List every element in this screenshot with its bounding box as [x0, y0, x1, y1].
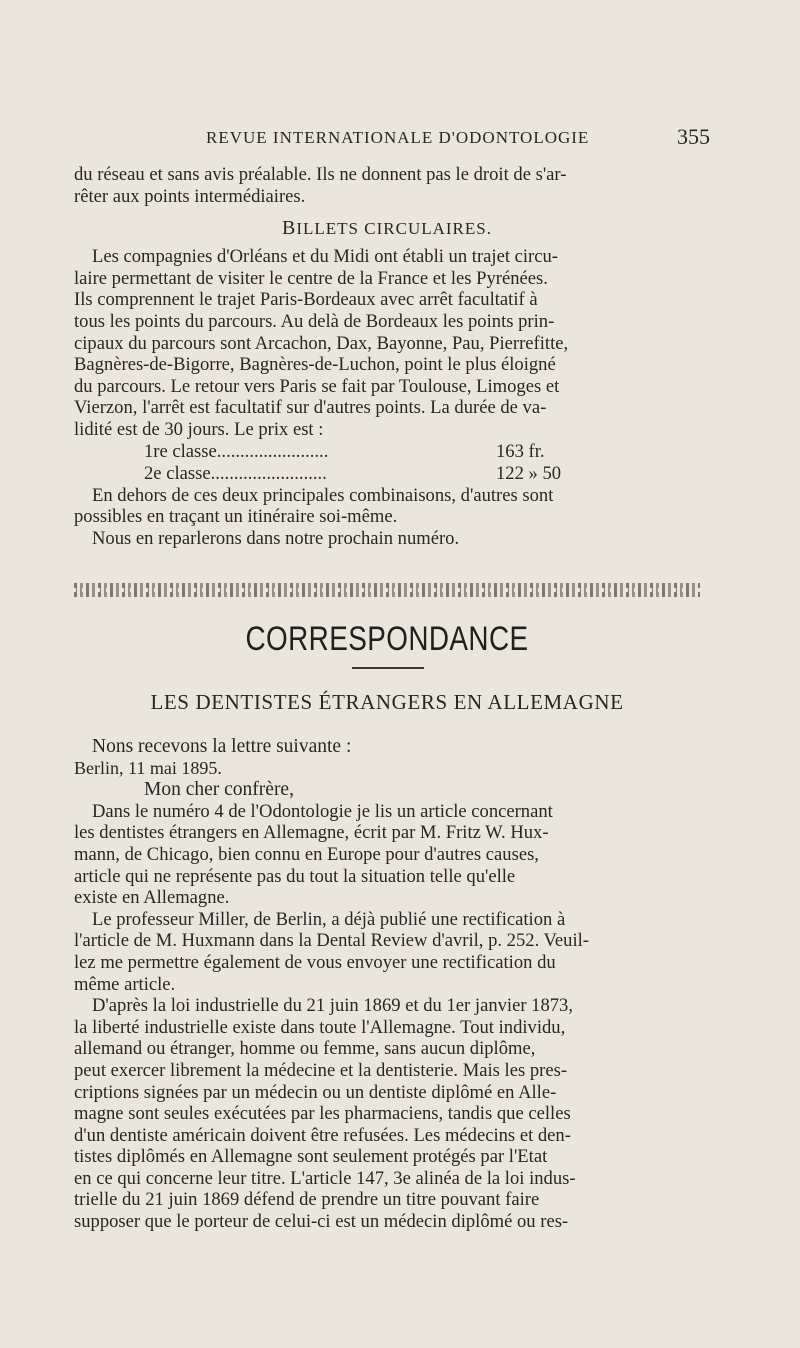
text-line: tous les points du parcours. Au delà de Bordeaux les points prin- [74, 310, 555, 332]
text-line: les dentistes étrangers en Allemagne, écrit par M. Fritz W. Hux- [74, 822, 549, 844]
text-line: Bagnères-de-Bigorre, Bagnères-de-Luchon, point le plus éloigné [74, 354, 556, 376]
section-billets [74, 164, 700, 549]
text-line: trielle du 21 juin 1869 défend de prendre un titre pouvant faire [74, 1189, 540, 1211]
text-line: en ce qui concerne leur titre. L'article 147, 3e alinéa de la loi indus- [74, 1167, 576, 1189]
text-line: existe en Allemagne. [74, 887, 230, 909]
price-label: 1re classe........................ [144, 440, 329, 462]
price-amount: 163 fr. [496, 440, 545, 462]
title-rule [352, 667, 424, 669]
price-row [74, 463, 700, 485]
running-title: REVUE INTERNATIONALE D'ODONTOLOGIE [206, 128, 590, 147]
price-label: 2e classe......................... [144, 462, 327, 484]
text-line: cipaux du parcours sont Arcachon, Dax, Bayonne, Pau, Pierrefitte, [74, 332, 569, 354]
ornamental-divider [74, 583, 700, 597]
text-line: du parcours. Le retour vers Paris se fait par Toulouse, Limoges et [74, 375, 560, 397]
running-header [200, 124, 710, 152]
text-line: magne sont seules exécutées par les pharmaciens, tandis que celles [74, 1103, 571, 1125]
page-number: 355 [677, 124, 710, 149]
section-heading: BILLETS CIRCULAIRES. [282, 217, 492, 240]
letter-body [74, 736, 700, 1233]
dateline: Berlin, 11 mai 1895. [74, 757, 222, 778]
text-line: Dans le numéro 4 de l'Odontologie je lis un article concernant [92, 800, 553, 822]
text-line: Le professeur Miller, de Berlin, a déjà publié une rectification à [92, 908, 566, 930]
text-line: rêter aux points intermédiaires. [74, 185, 306, 207]
text-line: D'après la loi industrielle du 21 juin 1869 et du 1er janvier 1873, [92, 995, 574, 1017]
text-line: Nous en reparlerons dans notre prochain numéro. [92, 527, 460, 549]
text-line: possibles en traçant un itinéraire soi-même. [74, 506, 398, 528]
text-line: laire permettant de visiter le centre de la France et les Pyrénées. [74, 267, 548, 289]
text-line: peut exercer librement la médecine et la dentisterie. Mais les pres- [74, 1059, 568, 1081]
text-line: la liberté industrielle existe dans toute l'Allemagne. Tout individu, [74, 1016, 566, 1038]
article-subtitle: LES DENTISTES ÉTRANGERS EN ALLEMAGNE [150, 690, 624, 714]
text-line: allemand ou étranger, homme ou femme, sans aucun diplôme, [74, 1038, 536, 1060]
letter-intro: Nons recevons la lettre suivante : [92, 736, 352, 757]
text-line: du réseau et sans avis préalable. Ils ne donnent pas le droit de s'ar- [74, 164, 567, 185]
text-line: l'article de M. Huxmann dans la Dental Review d'avril, p. 252. Veuil- [74, 930, 589, 952]
text-line: Vierzon, l'arrêt est facultatif sur d'autres points. La durée de va- [74, 397, 547, 419]
text-line: mann, de Chicago, bien connu en Europe pour d'autres causes, [74, 843, 539, 865]
text-line: Les compagnies d'Orléans et du Midi ont établi un trajet circu- [92, 246, 558, 268]
text-line: lez me permettre également de vous envoyer une rectification du [74, 951, 556, 973]
text-line: criptions signées par un médecin ou un dentiste diplômé en Alle- [74, 1081, 557, 1103]
text-line: Ils comprennent le trajet Paris-Bordeaux avec arrêt facultatif à [74, 289, 538, 311]
text-line: lidité est de 30 jours. Le prix est : [74, 418, 324, 440]
text-line: supposer que le porteur de celui-ci est un médecin diplômé ou res- [74, 1211, 569, 1233]
text-line: tistes diplômés en Allemagne sont seulement protégés par l'Etat [74, 1146, 548, 1168]
price-row [74, 441, 700, 463]
text-line: En dehors de ces deux principales combinaisons, d'autres sont [92, 484, 554, 506]
text-line: même article. [74, 973, 176, 995]
text-line: d'un dentiste américain doivent être refusées. Les médecins et den- [74, 1124, 571, 1146]
price-amount: 122 » 50 [496, 462, 562, 484]
salutation: Mon cher confrère, [144, 779, 294, 801]
text-line: article qui ne représente pas du tout la situation telle qu'elle [74, 865, 516, 887]
correspondance-title: CORRESPONDANCE [245, 620, 529, 658]
